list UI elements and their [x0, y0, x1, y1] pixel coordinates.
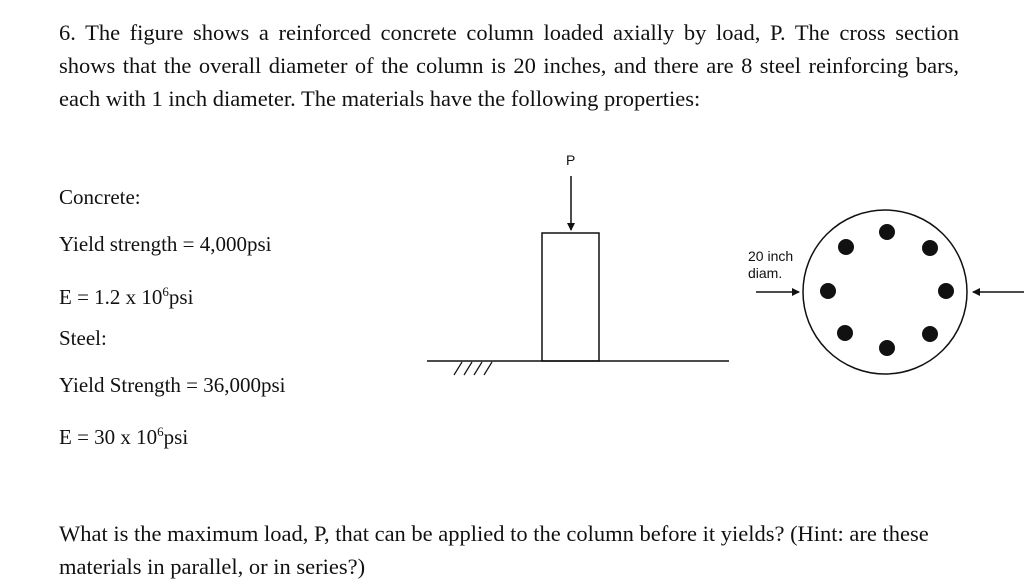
rebar: [879, 224, 895, 240]
rebar: [837, 325, 853, 341]
problem-question: What is the maximum load, P, that can be applied to the column before it yields? (Hint: are these materials in parallel, or in series?): [59, 521, 929, 579]
ground-hatch: [454, 362, 492, 375]
problem-intro: 6. The figure shows a reinforced concrete column loaded axially by load, P. The cross section shows that the overall diameter of the column is 20 inches, and there are 8 steel reinforcing bars, each with 1 inch diameter. The materials have the following properties:: [59, 20, 959, 111]
rebar: [938, 283, 954, 299]
steel-modulus-exponent: 6: [157, 424, 164, 439]
rebar: [922, 326, 938, 342]
steel-yield-strength: Yield Strength = 36,000psi: [59, 373, 286, 397]
concrete-modulus-unit: psi: [168, 285, 194, 309]
concrete-modulus-exponent: 6: [162, 284, 169, 299]
rebar-group: [820, 224, 954, 356]
concrete-yield-strength: Yield strength = 4,000psi: [59, 232, 272, 256]
steel-heading: Steel:: [59, 326, 107, 350]
load-label: P: [566, 152, 576, 168]
rebar: [820, 283, 836, 299]
rebar: [922, 240, 938, 256]
steel-modulus-base: E = 30 x 10: [59, 425, 158, 449]
steel-modulus-unit: psi: [163, 425, 189, 449]
concrete-modulus-base: E = 1.2 x 10: [59, 285, 163, 309]
concrete-heading: Concrete:: [59, 185, 141, 209]
diameter-label-line2: diam.: [748, 265, 783, 281]
rebar: [879, 340, 895, 356]
column-elevation: [542, 233, 599, 361]
rebar: [838, 239, 854, 255]
diameter-label-line1: 20 inch: [748, 248, 794, 264]
